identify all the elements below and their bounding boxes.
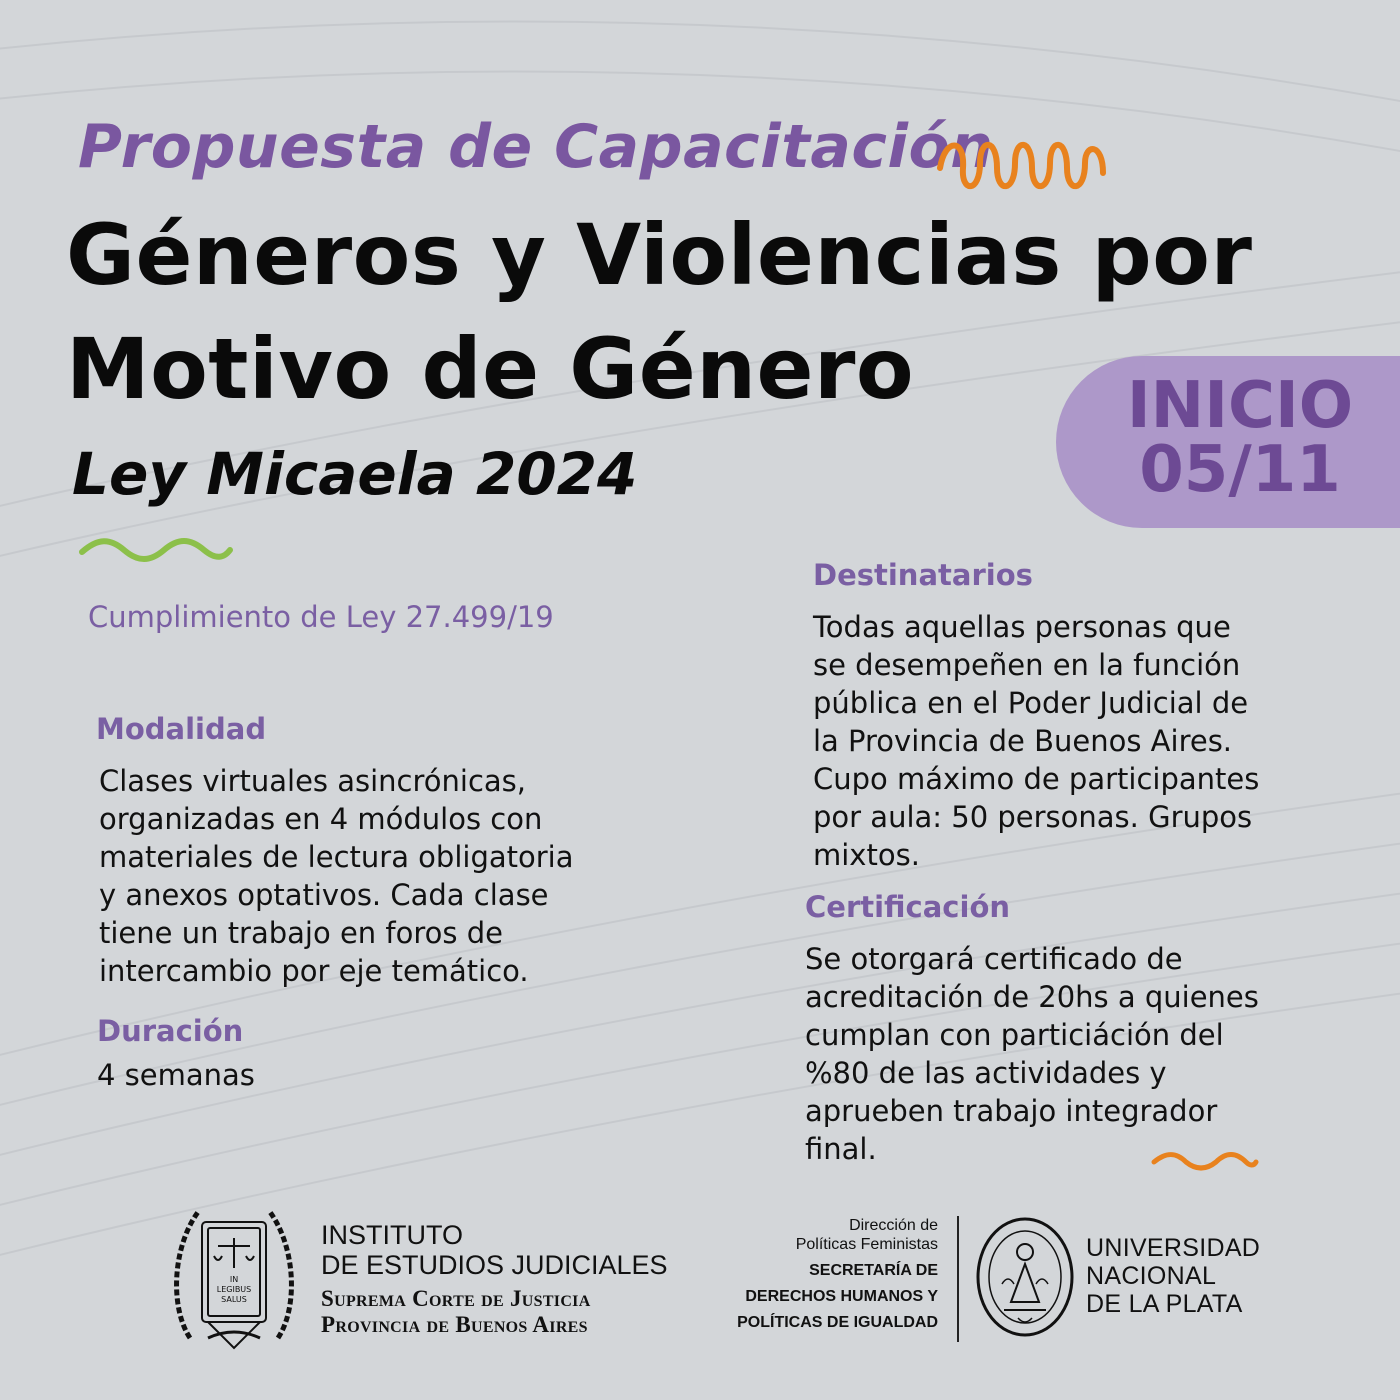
certificacion-line: Se otorgará certificado de	[805, 942, 1183, 976]
iej-seal-icon	[168, 1198, 300, 1356]
seal-text-mid: LEGIBUS	[216, 1285, 252, 1294]
iej-line3: Suprema Corte de Justicia	[321, 1286, 591, 1311]
start-date-text	[1120, 369, 1360, 507]
destinatarios-body	[813, 608, 1259, 874]
modalidad-line: y anexos optativos. Cada clase	[99, 878, 549, 912]
certificacion-line: cumplan con particiáción del	[805, 1018, 1224, 1052]
green-wave-decoration	[78, 536, 234, 564]
duracion-value: 4 semanas	[97, 1058, 255, 1092]
iej-line1: INSTITUTO	[321, 1220, 464, 1250]
unlp-line1: UNIVERSIDAD	[1086, 1234, 1261, 1262]
destinatarios-line: Todas aquellas personas que	[813, 610, 1231, 644]
compliance-note: Cumplimiento de Ley 27.499/19	[88, 600, 554, 634]
duracion-title: Duración	[97, 1014, 244, 1048]
modalidad-line: materiales de lectura obligatoria	[99, 840, 574, 874]
modalidad-title: Modalidad	[96, 712, 267, 746]
direccion-line4: DERECHOS HUMANOS Y	[745, 1288, 938, 1305]
direccion-line3: SECRETARÍA DE	[809, 1262, 938, 1279]
modalidad-line: organizadas en 4 módulos con	[99, 802, 543, 836]
direccion-line1: Dirección de	[849, 1217, 938, 1234]
destinatarios-line: pública en el Poder Judicial de	[813, 686, 1249, 720]
destinatarios-line: la Provincia de Buenos Aires.	[813, 724, 1233, 758]
certificacion-line: acreditación de 20hs a quienes	[805, 980, 1259, 1014]
main-title-line2: Motivo de Género	[66, 320, 915, 418]
direccion-line5: POLÍTICAS DE IGUALDAD	[737, 1314, 938, 1331]
direccion-logotype	[700, 1216, 938, 1336]
orange-wave-decoration	[1150, 1150, 1260, 1172]
unlp-logotype	[1086, 1234, 1260, 1318]
certificacion-title: Certificación	[805, 890, 1011, 924]
destinatarios-line: mixtos.	[813, 838, 920, 872]
law-subtitle: Ley Micaela 2024	[72, 440, 638, 508]
iej-logotype	[321, 1220, 668, 1338]
destinatarios-title: Destinatarios	[813, 558, 1033, 592]
seal-text-top: IN	[229, 1275, 239, 1284]
modalidad-line: tiene un trabajo en foros de	[99, 916, 503, 950]
certificacion-line: %80 de las actividades y	[805, 1056, 1167, 1090]
certificacion-line: final.	[805, 1132, 877, 1166]
orange-squiggle-decoration	[935, 138, 1110, 198]
unlp-line3: DE LA PLATA	[1086, 1290, 1243, 1318]
certificacion-body	[805, 940, 1259, 1168]
main-title-line1: Géneros y Violencias por	[66, 206, 1253, 304]
direccion-line2: Políticas Feministas	[795, 1236, 938, 1253]
destinatarios-line: Cupo máximo de participantes	[813, 762, 1260, 796]
start-label: INICIO	[1126, 369, 1354, 443]
iej-line2: DE ESTUDIOS JUDICIALES	[321, 1250, 668, 1280]
iej-line4: Provincia de Buenos Aires	[321, 1312, 588, 1337]
footer-divider	[957, 1216, 959, 1342]
kicker-heading: Propuesta de Capacitación	[78, 112, 994, 182]
modalidad-body	[99, 762, 574, 990]
start-date: 05/11	[1139, 433, 1341, 507]
unlp-seal-icon	[974, 1214, 1076, 1340]
modalidad-line: intercambio por eje temático.	[99, 954, 529, 988]
destinatarios-line: por aula: 50 personas. Grupos	[813, 800, 1253, 834]
unlp-line2: NACIONAL	[1086, 1262, 1217, 1290]
certificacion-line: aprueben trabajo integrador	[805, 1094, 1218, 1128]
destinatarios-line: se desempeñen en la función	[813, 648, 1241, 682]
modalidad-line: Clases virtuales asincrónicas,	[99, 764, 527, 798]
start-date-badge	[1056, 356, 1400, 528]
seal-text-bot: SALUS	[221, 1295, 247, 1304]
